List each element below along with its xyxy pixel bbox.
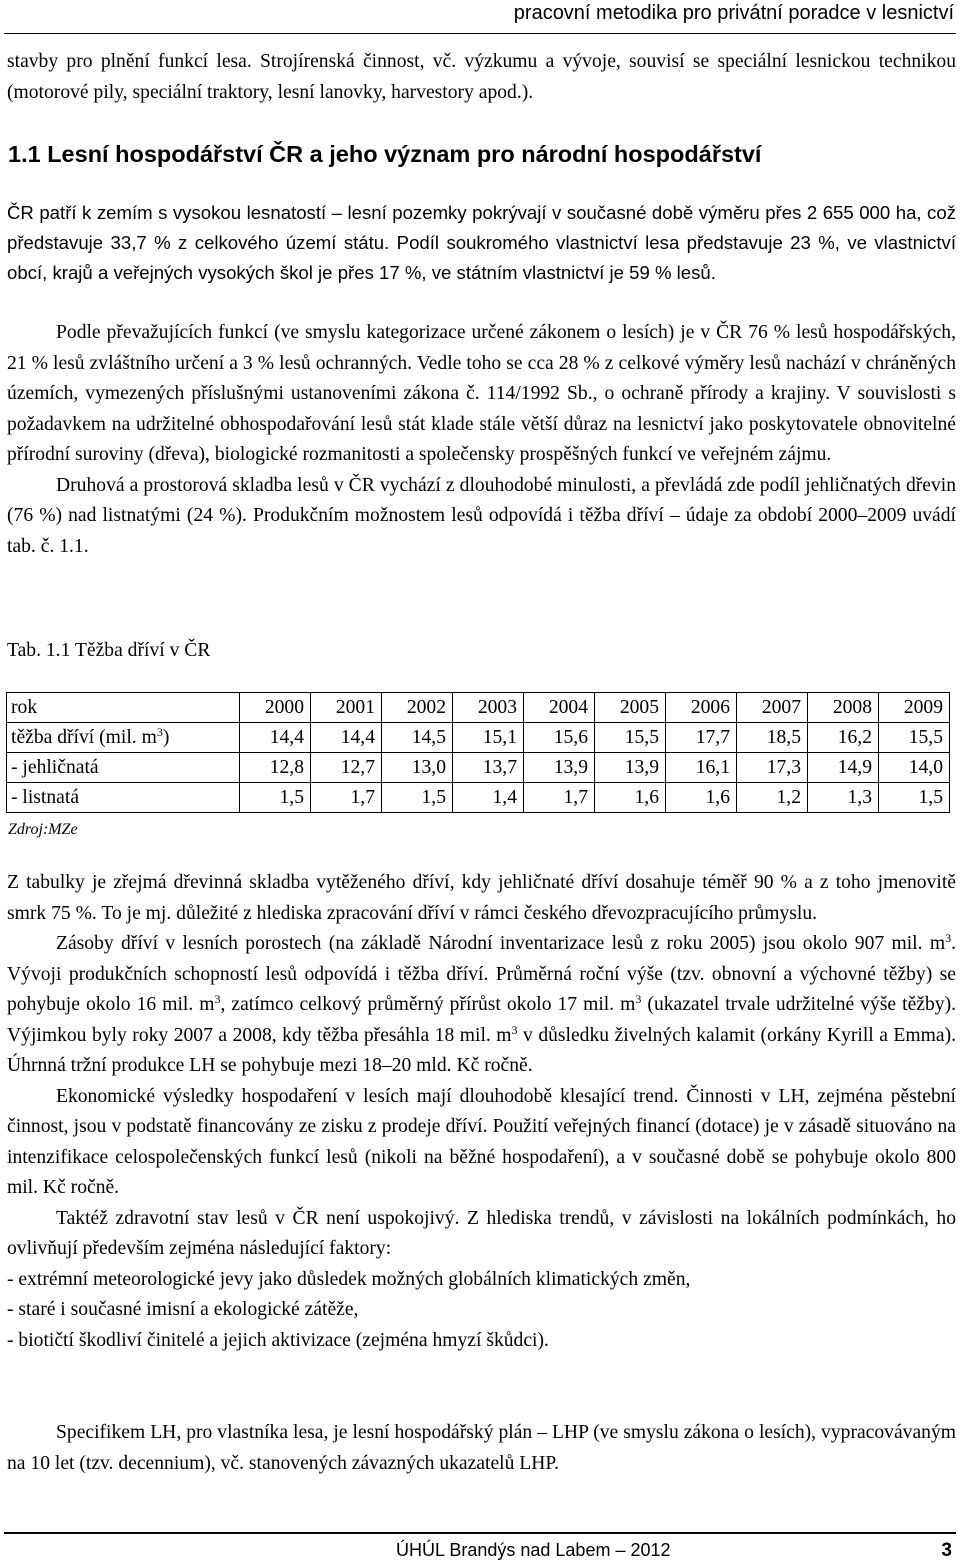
after-table-paragraph-3: Ekonomické výsledky hospodaření v lesích mají dlouhodobě klesající trend. Činnosti v LH, zejména pěstební činnost, jsou v podstatě financovány ze zisku z prodeje dříví. Použití veřejných financí (dotace) je v zásadě situováno na intenzifikace celospolečenských funkcí lesů (nikoli na běžné hospodaření), a v současné době se pohybuje okolo 800 mil. Kč ročně. [7, 1085, 956, 1198]
table-cell: 18,5 [737, 723, 808, 753]
table-cell: 15,1 [453, 723, 524, 753]
section-paragraph-3: Druhová a prostorová skladba lesů v ČR vychází z dlouhodobé minulosti, a převládá zde podíl jehličnatých dřevin (76 %) nad listnatými (24 %). Produkčním možnostem lesů odpovídá i těžba dříví – údaje za období 2000–2009 uvádí tab. č. 1.1. [7, 474, 956, 557]
table-cell: 2001 [311, 693, 382, 723]
table-cell: 1,5 [240, 783, 311, 813]
table-cell: 15,5 [595, 723, 666, 753]
intro-block [7, 47, 956, 108]
table-cell: 12,7 [311, 753, 382, 783]
table-cell: 1,5 [382, 783, 453, 813]
closing-block [7, 1418, 956, 1479]
table-cell: 2003 [453, 693, 524, 723]
after-table-paragraph-2 [7, 929, 956, 1082]
factor-list-item: - biotičtí škodliví činitelé a jejich aktivizace (zejména hmyzí škůdci). [7, 1329, 549, 1351]
table-cell: 2006 [666, 693, 737, 723]
table-cell: 14,4 [311, 723, 382, 753]
after-table-paragraph-1: Z tabulky je zřejmá dřevinná skladba vytěženého dříví, kdy jehličnaté dříví dosahuje téměř 90 % a z toho jmenovitě smrk 75 %. To je mj. důležité z hlediska zpracování dříví v rámci českého dřevozpracujícího průmyslu. [7, 872, 956, 924]
after-table-block [7, 868, 956, 1356]
factor-list-item: - extrémní meteorologické jevy jako důsledek možných globálních klimatických změn, [7, 1268, 691, 1290]
section-paragraph-1-block [7, 198, 956, 288]
table-cell: 1,4 [453, 783, 524, 813]
table-cell: 2004 [524, 693, 595, 723]
table-cell: 17,3 [737, 753, 808, 783]
table-cell: 16,2 [808, 723, 879, 753]
section-heading: 1.1 Lesní hospodářství ČR a jeho význam pro národní hospodářství [8, 141, 762, 167]
table-cell: 2002 [382, 693, 453, 723]
table-cell: 1,6 [666, 783, 737, 813]
cubic-superscript: 3 [635, 992, 642, 1006]
intro-continuation-paragraph: stavby pro plnění funkcí lesa. Strojírenská činnost, vč. výzkumu a vývoje, souvisí se speciální lesnickou technikou (motorové pily, speciální traktory, lesní lanovky, harvestory apod.). [7, 51, 956, 103]
text-run: , zatímco celkový průměrný přírůst okolo 17 mil. m [220, 994, 636, 1015]
text-run: v důsledku živelných kalamit (orkány Kyrill a Emma). Úhrnná tržní produkce LH se pohybuje mezi 18–20 mld. Kč ročně. [7, 1024, 956, 1076]
table-cell: 14,0 [879, 753, 950, 783]
row-header: - listnatá [7, 783, 240, 813]
table-cell: 15,5 [879, 723, 950, 753]
table-cell: 1,7 [311, 783, 382, 813]
table-row [7, 753, 950, 783]
page-number: 3 [941, 1540, 952, 1561]
footer-publisher: ÚHÚL Brandýs nad Labem – 2012 [396, 1540, 671, 1560]
table-caption: Tab. 1.1 Těžba dříví v ČR [7, 640, 211, 661]
table-cell: 17,7 [666, 723, 737, 753]
table-cell: 13,0 [382, 753, 453, 783]
table-cell: 1,7 [524, 783, 595, 813]
table-cell: 14,9 [808, 753, 879, 783]
table-cell: 14,4 [240, 723, 311, 753]
running-header: pracovní metodika pro privátní poradce v lesnictví [513, 2, 954, 24]
unit-superscript: 3 [156, 724, 163, 739]
table-row [7, 693, 950, 723]
row-header-label: těžba dříví (mil. m [11, 726, 157, 748]
cubic-superscript: 3 [214, 992, 221, 1006]
footer-rule [4, 1532, 956, 1534]
text-run: (ukazatel trvale udržitelné výše těžby). Výjimkou byly roky 2007 a 2008, kdy těžba přesáhla 18 mil. m [7, 994, 956, 1046]
table-cell: 2007 [737, 693, 808, 723]
text-run: . Vývoji produkčních schopností lesů odpovídá i těžba dříví. Průměrná roční výše (tzv. obnovní a výchovné těžby) se pohybuje okolo 16 mil. m [7, 933, 956, 1015]
row-header [7, 723, 240, 753]
timber-harvest-table [6, 692, 950, 813]
table-row [7, 783, 950, 813]
table-cell: 1,2 [737, 783, 808, 813]
section-paragraph-1: ČR patří k zemím s vysokou lesnatostí – lesní pozemky pokrývají v současné době výměru přes 2 655 000 ha, což představuje 33,7 % z celkového území státu. Podíl soukromého vlastnictví lesa představuje 23 %, ve vlastnictví obcí, krajů a veřejných vysokých škol je přes 17 %, ve státním vlastnictví je 59 % lesů. [7, 202, 956, 283]
table-cell: 1,3 [808, 783, 879, 813]
table-cell: 2009 [879, 693, 950, 723]
header-rule [4, 33, 956, 34]
row-header: rok [7, 693, 240, 723]
factor-list-item: - staré i současné imisní a ekologické zátěže, [7, 1299, 359, 1320]
closing-paragraph: Specifikem LH, pro vlastníka lesa, je lesní hospodářský plán – LHP (ve smyslu zákona o lesích), vypracovávaným na 10 let (tzv. decennium), vč. stanovených závazných ukazatelů LHP. [7, 1422, 956, 1474]
table-cell: 2005 [595, 693, 666, 723]
table-row [7, 723, 950, 753]
table-cell: 12,8 [240, 753, 311, 783]
row-header-suffix: ) [162, 726, 170, 748]
row-header: - jehličnatá [7, 753, 240, 783]
table-cell: 16,1 [666, 753, 737, 783]
table-cell: 13,9 [524, 753, 595, 783]
table-cell: 1,5 [879, 783, 950, 813]
section-paragraph-2: Podle převažujících funkcí (ve smyslu kategorizace určené zákonem o lesích) je v ČR 76 % lesů hospodářských, 21 % lesů zvláštního určení a 3 % lesů ochranných. Vedle toho se cca 28 % z celkové výměry lesů nachází v chráněných územích, vymezených příslušnými ustanoveními zákona č. 114/1992 Sb., o ochraně přírody a krajiny. V souvislosti s požadavkem na udržitelné obhospodařování lesů stát klade stále větší důraz na lesnictví jako poskytovatele obnovitelné přírodní suroviny (dřeva), biologické rozmanitosti a společensky prospěšných funkcí ve veřejném zájmu. [7, 322, 956, 465]
table-cell: 1,6 [595, 783, 666, 813]
table-cell: 13,9 [595, 753, 666, 783]
table-cell: 15,6 [524, 723, 595, 753]
table-cell: 2000 [240, 693, 311, 723]
table-cell: 13,7 [453, 753, 524, 783]
text-run: Zásoby dříví v lesních porostech (na základě Národní inventarizace lesů z roku 2005) jsou okolo 907 mil. m [56, 933, 946, 954]
section-paragraphs-block [7, 318, 956, 562]
after-table-paragraph-4: Taktéž zdravotní stav lesů v ČR není uspokojivý. Z hlediska trendů, v závislosti na lokálních podmínkách, ho ovlivňují především zejména následující faktory: [7, 1207, 956, 1259]
cubic-superscript: 3 [511, 1022, 518, 1037]
cubic-superscript: 3 [945, 931, 952, 945]
table-cell: 2008 [808, 693, 879, 723]
table-source: Zdroj:MZe [8, 821, 78, 838]
table-cell: 14,5 [382, 723, 453, 753]
